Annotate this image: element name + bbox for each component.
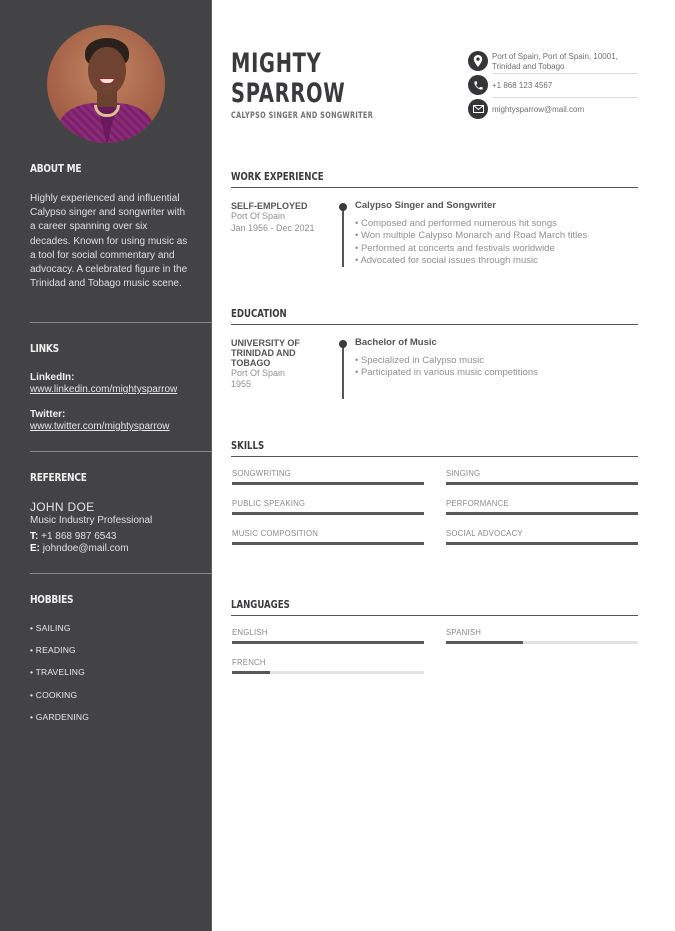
name-line-1: MIGHTY bbox=[231, 48, 322, 79]
education-dates: 1955 bbox=[231, 379, 252, 389]
reference-phone bbox=[30, 531, 116, 542]
divider bbox=[30, 322, 212, 323]
language-bar bbox=[446, 641, 638, 644]
skill-bar-fill bbox=[446, 512, 638, 515]
skill-label: SOCIAL ADVOCACY bbox=[446, 529, 523, 538]
skill-label: MUSIC COMPOSITION bbox=[232, 529, 319, 538]
twitter-label: Twitter: bbox=[30, 409, 66, 420]
timeline-line bbox=[342, 342, 344, 399]
links-heading: LINKS bbox=[30, 342, 59, 355]
name-line-2: SPARROW bbox=[231, 78, 346, 109]
bullet-item: • Advocated for social issues through music bbox=[355, 254, 538, 266]
contact-divider bbox=[492, 97, 638, 98]
skill-label: SINGING bbox=[446, 469, 481, 478]
education-degree: Bachelor of Music bbox=[355, 337, 437, 348]
skill-bar bbox=[232, 512, 424, 515]
sidebar-edge bbox=[211, 0, 212, 931]
bullet-item: • Performed at concerts and festivals worldwide bbox=[355, 242, 555, 254]
bullet-item: • Composed and performed numerous hit songs bbox=[355, 218, 557, 229]
timeline-dot bbox=[339, 203, 347, 211]
work-dates: Jan 1956 - Dec 2021 bbox=[231, 223, 315, 233]
education-heading: EDUCATION bbox=[231, 307, 287, 320]
reference-email bbox=[30, 543, 129, 554]
reference-phone-label: T: bbox=[30, 531, 39, 542]
timeline-dot bbox=[339, 340, 347, 348]
hobby-item: • SAILING bbox=[30, 623, 71, 633]
language-bar bbox=[232, 671, 424, 674]
skill-label: SONGWRITING bbox=[232, 469, 291, 478]
skill-bar-fill bbox=[232, 542, 424, 545]
skill-label: PUBLIC SPEAKING bbox=[232, 499, 306, 508]
languages-heading: LANGUAGES bbox=[231, 598, 290, 611]
hobby-item: • COOKING bbox=[30, 690, 78, 700]
linkedin-link[interactable]: www.linkedin.com/mightysparrow bbox=[30, 384, 178, 395]
work-role: Calypso Singer and Songwriter bbox=[355, 200, 496, 211]
skill-bar bbox=[232, 542, 424, 545]
email-link[interactable]: mightysparrow@mail.com bbox=[492, 105, 585, 114]
skill-bar-fill bbox=[446, 482, 638, 485]
location-pin-icon bbox=[468, 51, 488, 71]
bullet-item: • Won multiple Calypso Monarch and Road March titles bbox=[355, 230, 588, 242]
mail-icon bbox=[468, 99, 488, 119]
work-heading: WORK EXPERIENCE bbox=[231, 170, 324, 183]
sidebar bbox=[0, 0, 212, 931]
bullet-item: • Participated in various music competitions bbox=[355, 367, 538, 379]
skill-bar-fill bbox=[232, 512, 424, 515]
language-label: ENGLISH bbox=[232, 628, 268, 637]
skill-bar bbox=[446, 542, 638, 545]
hobby-item: • TRAVELING bbox=[30, 667, 85, 677]
hobby-item: • GARDENING bbox=[30, 712, 90, 722]
job-title: CALYPSO SINGER AND SONGWRITER bbox=[231, 111, 374, 121]
bullet-item: • Specialized in Calypso music bbox=[355, 355, 484, 366]
education-org: UNIVERSITY OF TRINIDAD AND TOBAGO bbox=[231, 338, 300, 368]
divider bbox=[30, 573, 212, 574]
divider bbox=[30, 451, 212, 452]
contact-divider bbox=[492, 73, 638, 74]
section-rule bbox=[231, 456, 638, 457]
skill-bar-fill bbox=[232, 482, 424, 485]
language-bar-fill bbox=[232, 671, 270, 674]
address-text: Port of Spain, Port of Spain, 10001, Trinidad and Tobago bbox=[492, 52, 618, 71]
language-label: FRENCH bbox=[232, 658, 266, 667]
section-rule bbox=[231, 615, 638, 616]
reference-email-label: E: bbox=[30, 543, 40, 554]
work-location: Port Of Spain bbox=[231, 211, 286, 221]
avatar bbox=[47, 25, 165, 143]
language-bar bbox=[232, 641, 424, 644]
education-bullets bbox=[355, 355, 538, 380]
language-bar-fill bbox=[446, 641, 523, 644]
phone-text: +1 868 123 4567 bbox=[492, 81, 553, 90]
skills-heading: SKILLS bbox=[231, 439, 265, 452]
about-heading: ABOUT ME bbox=[30, 162, 82, 175]
skill-bar bbox=[446, 482, 638, 485]
section-rule bbox=[231, 324, 638, 325]
timeline-line bbox=[342, 205, 344, 267]
skill-bar bbox=[232, 482, 424, 485]
about-text: Highly experienced and influential Calypso singer and songwriter with a career spanning over six decades. Known for using music as a tool for social commentary and advocacy. A celebrated figure in the Trinidad and Tobago music scene. bbox=[30, 193, 188, 290]
linkedin-label: LinkedIn: bbox=[30, 372, 75, 383]
skill-bar bbox=[446, 512, 638, 515]
reference-heading: REFERENCE bbox=[30, 471, 87, 484]
work-bullets bbox=[355, 218, 587, 267]
skill-label: PERFORMANCE bbox=[446, 499, 509, 508]
avatar-face bbox=[88, 47, 126, 95]
twitter-link[interactable]: www.twitter.com/mightysparrow bbox=[30, 421, 170, 432]
reference-email-value: johndoe@mail.com bbox=[42, 543, 129, 554]
reference-name: JOHN DOE bbox=[30, 500, 95, 514]
reference-phone-value: +1 868 987 6543 bbox=[41, 531, 117, 542]
language-label: SPANISH bbox=[446, 628, 482, 637]
hobby-item: • READING bbox=[30, 645, 76, 655]
language-bar-fill bbox=[232, 641, 424, 644]
phone-icon bbox=[468, 75, 488, 95]
skill-bar-fill bbox=[446, 542, 638, 545]
work-org: SELF-EMPLOYED bbox=[231, 201, 308, 211]
hobbies-heading: HOBBIES bbox=[30, 593, 74, 606]
education-location: Port Of Spain bbox=[231, 368, 286, 378]
reference-role: Music Industry Professional bbox=[30, 515, 153, 526]
section-rule bbox=[231, 187, 638, 188]
